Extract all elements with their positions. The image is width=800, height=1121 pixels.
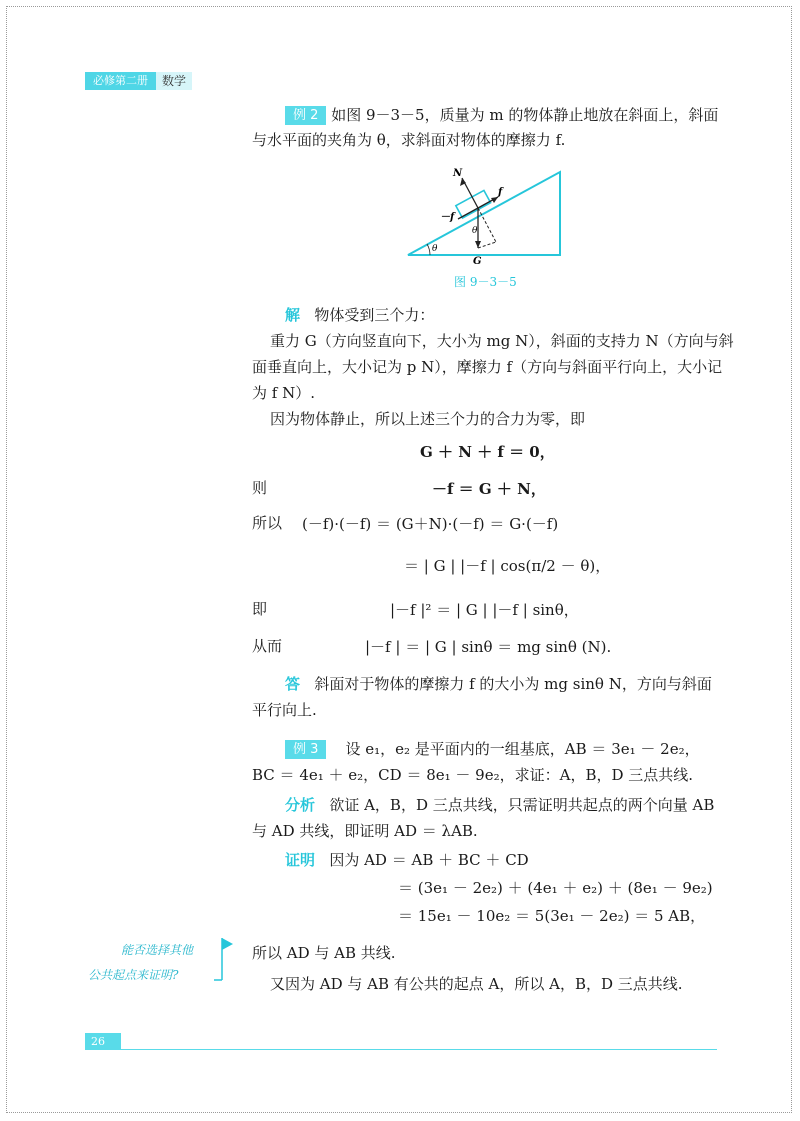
- analysis-keyword: 分析: [285, 796, 316, 814]
- hence-label: 从而: [252, 637, 283, 655]
- solution-line1: 重力 G（方向竖直向下，大小为 mg N），斜面的支持力 N（方向与斜: [270, 332, 734, 350]
- equation-square: |－f |² ＝ | G | |－f | sinθ，: [390, 601, 579, 619]
- subject-tag: 数学: [156, 72, 192, 90]
- analysis-line1: 分析 欲证 A，B，D 三点共线，只需证明共起点的两个向量 AB: [285, 796, 715, 814]
- figure-caption: 图 9－3－5: [454, 275, 517, 289]
- ie-label: 即: [252, 600, 268, 618]
- then-label: 则: [252, 479, 268, 497]
- equation-neg-f: －f ＝ G ＋ N，: [432, 480, 546, 498]
- flag-icon: [210, 936, 234, 986]
- solution-line3: 为 f N）.: [252, 384, 315, 402]
- answer-keyword: 答: [285, 675, 301, 693]
- solution-line2: 面垂直向上，大小记为 p N），摩擦力 f（方向与斜面平行向上，大小记: [252, 358, 723, 376]
- example2-line1: 例 2 如图 9－3－5，质量为 m 的物体静止地放在斜面上，斜面: [285, 105, 718, 125]
- example3-line2: BC ＝ 4e₁ ＋ e₂，CD ＝ 8e₁ － 9e₂，求证：A，B，D 三点共线.: [252, 766, 694, 784]
- answer-line1: 答 斜面对于物体的摩擦力 f 的大小为 mg sinθ N，方向与斜面: [285, 675, 712, 693]
- answer-line2: 平行向上.: [252, 701, 317, 719]
- book-tag: 必修第二册: [85, 72, 156, 90]
- incline-triangle: [408, 172, 560, 255]
- equation-dot-product: (－f)·(－f) ＝ (G＋N)·(－f) ＝ G·(－f): [302, 515, 559, 533]
- side-note-line2: 公共起点来证明?: [88, 968, 179, 982]
- solution-keyword: 解: [285, 306, 301, 324]
- proof-keyword: 证明: [285, 851, 316, 869]
- page-number: 26: [85, 1033, 121, 1050]
- label-theta: θ: [432, 244, 438, 254]
- proof-line3: ＝ 15e₁ － 10e₂ ＝ 5(3e₁ － 2e₂) ＝ 5 AB，: [398, 907, 706, 925]
- equation-magnitude: |－f | ＝ | G | sinθ ＝ mg sinθ (N).: [365, 638, 612, 656]
- proof-line4: 所以 AD 与 AB 共线.: [252, 944, 396, 962]
- solution-line4: 因为物体静止，所以上述三个力的合力为零，即: [270, 410, 586, 428]
- proof-line2: ＝ (3e₁ － 2e₂) ＋ (4e₁ ＋ e₂) ＋ (8e₁ － 9e₂): [398, 879, 713, 897]
- example2-label: 例 2: [285, 106, 326, 125]
- label-N: N: [453, 168, 463, 179]
- footer-rule: [85, 1049, 717, 1050]
- proof-line1: 证明 因为 AD ＝ AB ＋ BC ＋ CD: [285, 851, 529, 869]
- example2-line2: 与水平面的夹角为 θ，求斜面对物体的摩擦力 f.: [252, 131, 566, 149]
- proof-line5: 又因为 AD 与 AB 有公共的起点 A，所以 A，B，D 三点共线.: [270, 975, 683, 993]
- incline-figure: [400, 160, 570, 272]
- equation-cos: ＝ | G | |－f | cos(π/2 － θ)，: [404, 557, 611, 575]
- analysis-line2: 与 AD 共线，即证明 AD ＝ λAB.: [252, 822, 478, 840]
- example3-label: 例 3: [285, 740, 326, 759]
- equation-sum-zero: G ＋ N ＋ f ＝ 0，: [420, 443, 555, 461]
- solution-intro: 解 物体受到三个力：: [285, 306, 435, 324]
- so-label: 所以: [252, 514, 283, 532]
- label-theta-inner: θ: [472, 226, 478, 236]
- page-header: [85, 72, 192, 90]
- label-f: f: [498, 187, 503, 198]
- label-neg-f: －f: [440, 212, 455, 223]
- label-G: G: [473, 256, 482, 267]
- example3-line1: 例 3 设 e₁，e₂ 是平面内的一组基底，AB ＝ 3e₁ － 2e₂，: [285, 739, 700, 759]
- side-note-line1: 能否选择其他: [121, 943, 194, 957]
